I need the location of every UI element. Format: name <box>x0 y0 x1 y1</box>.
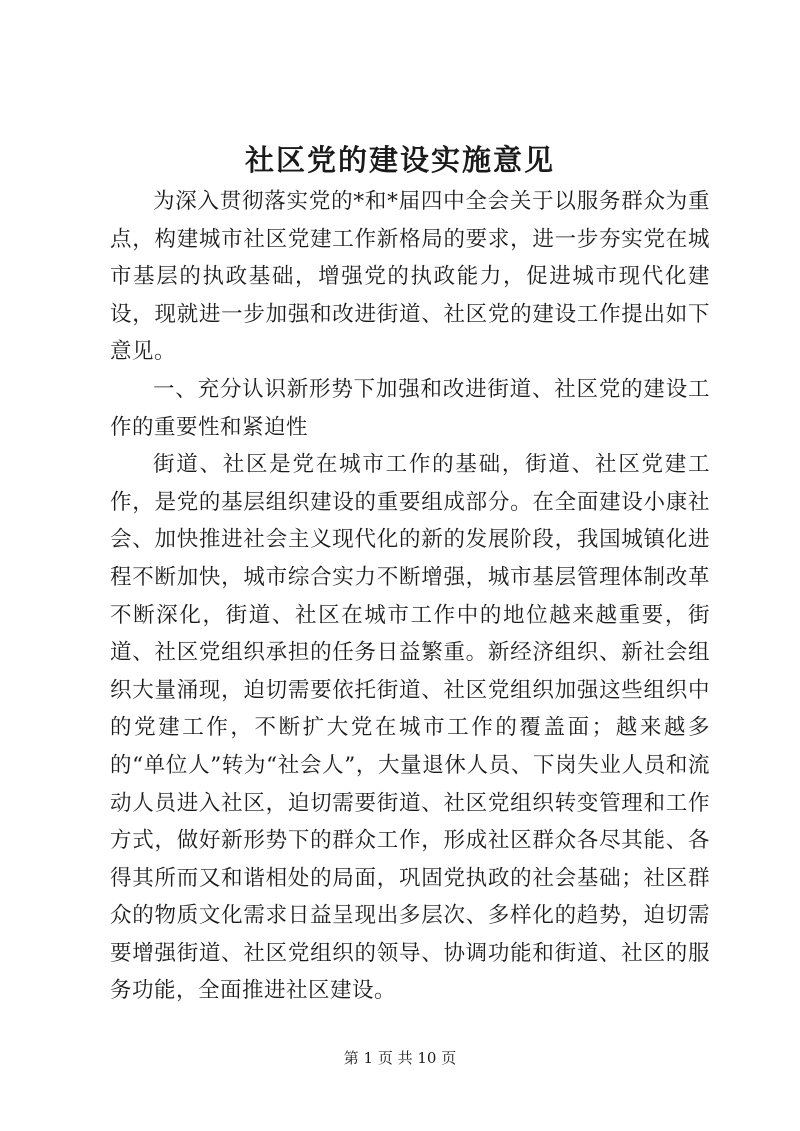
intro-paragraph: 为深入贯彻落实党的*和*届四中全会关于以服务群众为重点，构建城市社区党建工作新格局的要求，进一步夯实党在城市基层的执政基础，增强党的执政能力，促进城市现代化建设，现就进一步加强和改进街道、社区党的建设工作提出如下意见。 <box>110 189 710 365</box>
page-title: 社区党的建设实施意见 <box>244 143 555 177</box>
section-paragraph-1: 街道、社区是党在城市工作的基础，街道、社区党建工作，是党的基层组织建设的重要组成部分。在全面建设小康社会、加快推进社会主义现代化的新的发展阶段，我国城镇化进程不断加快，城市综合实力不断增强，城市基层管理体制改革不断深化，街道、社区在城市工作中的地位越来越重要，街道、社区党组织承担的任务日益繁重。新经济组织、新社会组织大量涌现，迫切需要依托街道、社区党组织加强这些组织中的党建工作，不断扩大党在城市工作的覆盖面；越来越多的“单位人”转为“社会人”，大量退休人员、下岗失业人员和流动人员进入社区，迫切需要街道、社区党组织转变管理和工作方式，做好新形势下的群众工作，形成社区群众各尽其能、各得其所而又和谐相处的局面，巩固党执政的社会基础；社区群众的物质文化需求日益呈现出多层次、多样化的趋势，迫切需要增强街道、社区党组织的领导、协调功能和街道、社区的服务功能，全面推进社区建设。 <box>110 452 710 1004</box>
document-body <box>110 183 710 1010</box>
page-footer: 第 1 页 共 10 页 <box>343 1049 457 1067</box>
section-heading-1: 一、充分认识新形势下加强和改进街道、社区党的建设工作的重要性和紧迫性 <box>110 376 710 440</box>
